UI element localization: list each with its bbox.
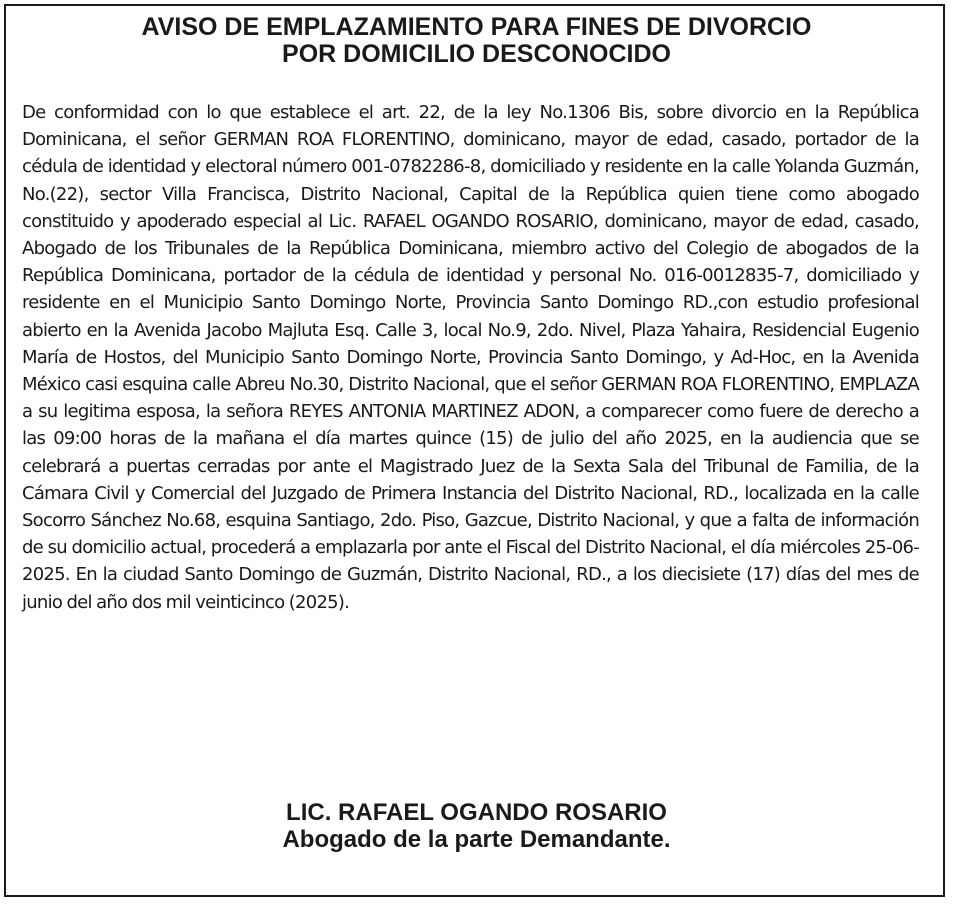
signature-name: LIC. RAFAEL OGANDO ROSARIO [286,799,667,826]
signature-role: Abogado de la parte Demandante. [282,826,671,853]
notice-body: De conformidad con lo que establece el art. 22, de la ley No.1306 Bis, sobre divorcio en la República Dominicana, el señor GERMAN ROA FLORENTINO, dominicano, mayor de edad, casado, portador de la cédula de identidad y electoral número 001-0782286-8, domiciliado y residente en la calle Yolanda Guzmán, No.(22), sector Villa Francisca, Distrito Nacional, Capital de la República quien tiene como abogado constituido y apoderado especial al Lic. RAFAEL OGANDO ROSARIO, dominicano, mayor de edad, casado, Abogado de los Tribunales de la República Dominicana, miembro activo del Colegio de abogados de la República Dominicana, portador de la cédula de identidad y personal No. 016-0012835-7, domiciliado y residente en el Municipio Santo Domingo Norte, Provincia Santo Domingo RD.,con estudio profesional abierto en la Avenida Jacobo Majluta Esq. Calle 3, local No.9, 2do. Nivel, Plaza Yahaira, Residencial Eugenio María de Hostos, del Municipio Santo Domingo Norte, Provincia Santo Domingo, y Ad-Hoc, en la Avenida México casi esquina calle Abreu No.30, Distrito Nacional, que el señor GERMAN ROA FLORENTINO, EMPLAZA a su legitima esposa, la señora REYES ANTONIA MARTINEZ ADON, a comparecer como fuere de derecho a las 09:00 horas de la mañana el día martes quince (15) de julio del año 2025, en la audiencia que se celebrará a puertas cerradas por ante el Magistrado Juez de la Sexta Sala del Tribunal de Familia, de la Cámara Civil y Comercial del Juzgado de Primera Instancia del Distrito Nacional, RD., localizada en la calle Socorro Sánchez No.68, esquina Santiago, 2do. Piso, Gazcue, Distrito Nacional, y que a falta de información de su domicilio actual, procederá a emplazarla por ante el Fiscal del Distrito Nacional, el día miércoles 25-06-2025. En la ciudad Santo Domingo de Guzmán, Distrito Nacional, RD., a los diecisiete (17) días del mes de junio del año dos mil veinticinco (2025). [22,102,919,613]
notice-title-line-1: AVISO DE EMPLAZAMIENTO PARA FINES DE DIVORCIO [141,13,812,41]
notice-title-line-2: POR DOMICILIO DESCONOCIDO [282,40,671,68]
notice-title [0,14,953,68]
signature-block [0,799,953,853]
